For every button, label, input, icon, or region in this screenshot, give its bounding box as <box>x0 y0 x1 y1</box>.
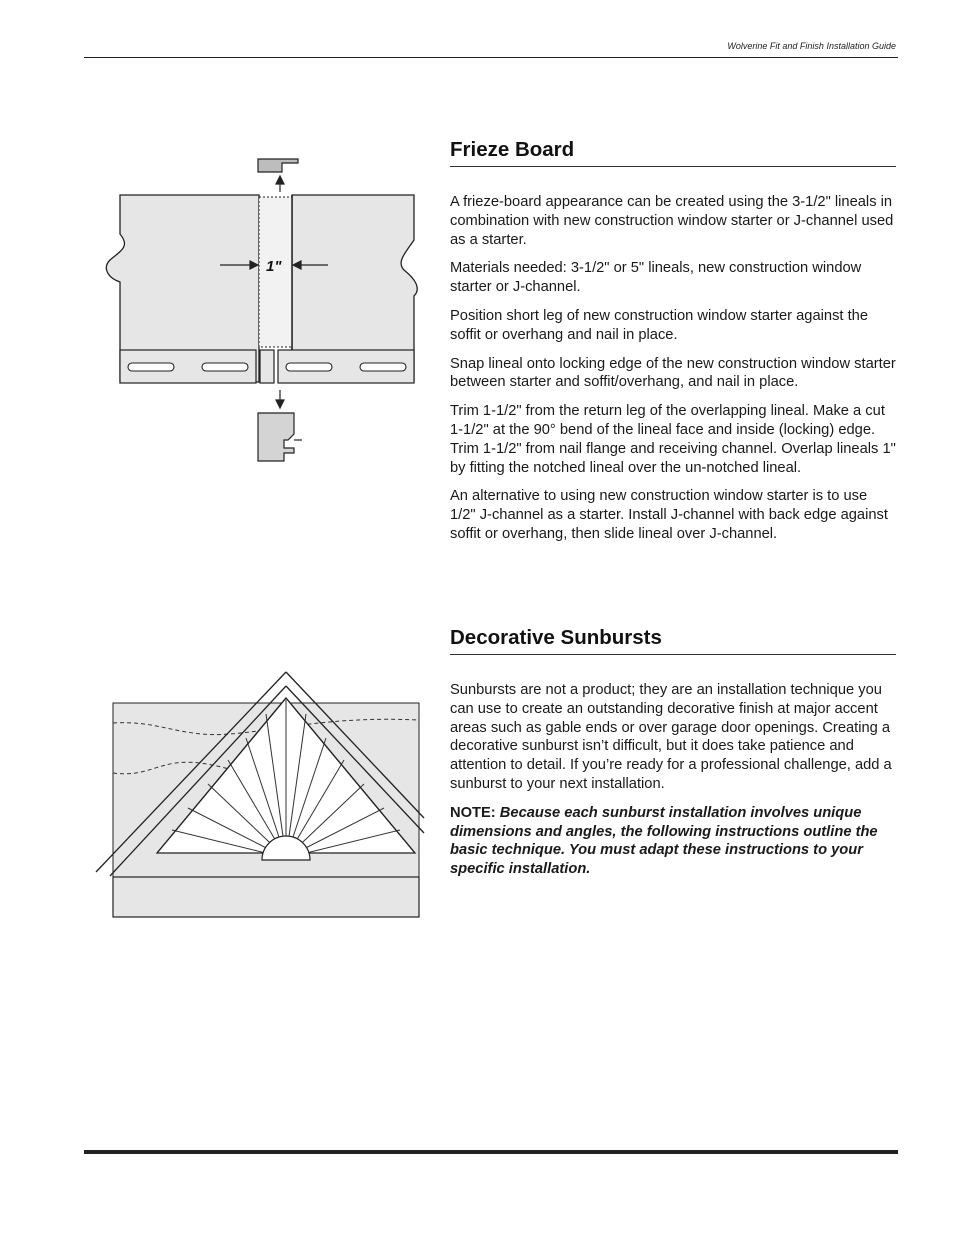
section-title: Frieze Board <box>450 138 896 167</box>
center-nail-flange <box>260 350 274 383</box>
lineal-profile-bottom <box>258 390 302 461</box>
note-label: NOTE: <box>450 804 496 821</box>
sunburst-illustration <box>90 668 430 920</box>
paragraph: Sunbursts are not a product; they are an installation technique you can use to create an outstanding decorative finish at major accent areas such as gable ends or over garage door openings. Creating a decorative sunburst isn’t difficult, but it does take patience and attention to detail. If you’re ready for a professional challenge, add a sunburst to your next installation. <box>450 682 892 792</box>
paragraph: Position short leg of new construction window starter against the soffit or overhang and nail in place. <box>450 307 868 343</box>
starter-profile-top <box>258 159 298 192</box>
running-header: Wolverine Fit and Finish Installation Guide <box>727 41 896 51</box>
paragraph: A frieze-board appearance can be created using the 3-1/2" lineals in combination with new construction window starter or J-channel used as a starter. <box>450 194 894 248</box>
frieze-board-illustration <box>100 150 430 470</box>
paragraph: Trim 1-1/2" from the return leg of the overlapping lineal. Make a cut 1-1/2" at the 90° bend of the lineal face and inside (locking) edge. Trim 1-1/2" from nail flange and receiving channel. Overlap lineals 1" by fitting the notched lineal over the un-notched lineal. <box>450 403 896 476</box>
note-paragraph <box>450 804 896 879</box>
footer-rule <box>84 1150 898 1154</box>
section-body <box>450 681 896 879</box>
frieze-board-section <box>450 138 896 554</box>
nail-slot <box>128 363 174 371</box>
overlap-dimension-label: 1" <box>266 258 282 275</box>
note-text: Because each sunburst installation involves unique dimensions and angles, the following instructions outline the basic technique. You must adapt these instructions to your specific installation. <box>450 804 878 878</box>
section-title: Decorative Sunbursts <box>450 626 896 655</box>
header-rule <box>84 57 898 58</box>
decorative-sunbursts-section <box>450 626 896 889</box>
nail-slot <box>286 363 332 371</box>
paragraph: Materials needed: 3-1/2" or 5" lineals, new construction window starter or J-channel. <box>450 260 862 296</box>
nail-slot <box>360 363 406 371</box>
paragraph: Snap lineal onto locking edge of the new construction window starter between starter and soffit/overhang, and nail in place. <box>450 355 896 391</box>
paragraph: An alternative to using new construction window starter is to use 1/2" J-channel as a starter. Install J-channel with back edge against soffit or overhang, then slide lineal over J-channel. <box>450 488 888 542</box>
section-body <box>450 193 896 544</box>
frieze-band <box>113 877 419 917</box>
nail-slot <box>202 363 248 371</box>
